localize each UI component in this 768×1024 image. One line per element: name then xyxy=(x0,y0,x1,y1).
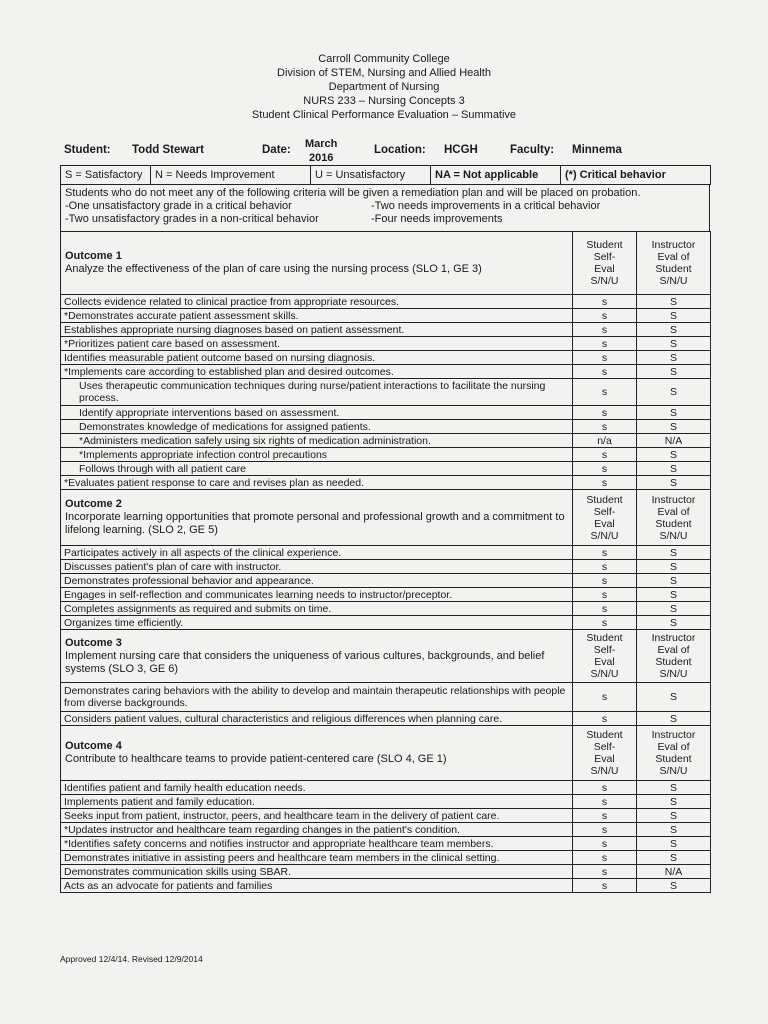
instructor-rating: S xyxy=(637,406,711,420)
instructor-rating: S xyxy=(637,379,711,406)
criterion-text: *Updates instructor and healthcare team regarding changes in the patient's condition. xyxy=(61,823,573,837)
criterion-row xyxy=(61,588,711,602)
criterion-row xyxy=(61,379,711,406)
student-self-rating: n/a xyxy=(573,434,637,448)
student-self-rating: s xyxy=(573,323,637,337)
instructor-rating: N/A xyxy=(637,865,711,879)
column-header-line: Eval xyxy=(594,517,615,530)
student-self-rating: s xyxy=(573,683,637,712)
criterion-row xyxy=(61,560,711,574)
instructor-rating: S xyxy=(637,809,711,823)
location-value: HCGH xyxy=(444,144,478,156)
criterion-row xyxy=(61,602,711,616)
column-header-line: S/N/U xyxy=(590,275,619,287)
instructor-rating: S xyxy=(637,448,711,462)
legend-unsatisfactory: U = Unsatisfactory xyxy=(311,166,431,185)
criterion-row xyxy=(61,476,711,490)
criterion-row xyxy=(61,823,711,837)
outcome-description: Implement nursing care that considers the uniqueness of various cultures, backgrounds, and belief systems (SLO 3, GE 6) xyxy=(65,649,545,675)
instructor-rating: S xyxy=(637,712,711,726)
college-name: Carroll Community College xyxy=(318,53,450,65)
form-name: Student Clinical Performance Evaluation – Summative xyxy=(251,109,517,121)
criterion-row xyxy=(61,683,711,712)
legend-satisfactory: S = Satisfactory xyxy=(61,166,151,185)
column-header-line: Eval of xyxy=(657,741,690,753)
column-header-line: S/N/U xyxy=(659,765,688,777)
notice-criterion: -One unsatisfactory grade in a critical behavior xyxy=(65,200,292,212)
instructor-eval-header xyxy=(637,490,711,546)
instructor-rating: S xyxy=(637,351,711,365)
notice-criterion: -Two unsatisfactory grades in a non-critical behavior xyxy=(65,213,319,225)
column-header-line: Student xyxy=(586,632,623,644)
student-self-eval-header xyxy=(573,490,637,546)
instructor-rating: S xyxy=(637,823,711,837)
instructor-rating: S xyxy=(637,616,711,630)
column-header-line: Instructor xyxy=(651,729,696,741)
student-self-rating: s xyxy=(573,365,637,379)
outcome-description: Analyze the effectiveness of the plan of care using the nursing process (SLO 1, GE 3) xyxy=(65,263,482,275)
column-header-line: Student xyxy=(586,493,623,506)
criterion-row xyxy=(61,337,711,351)
outcome-description: Contribute to healthcare teams to provide patient-centered care (SLO 4, GE 1) xyxy=(65,753,447,765)
outcome-title: Outcome 3 xyxy=(65,636,122,649)
column-header-line: S/N/U xyxy=(590,765,619,777)
instructor-rating: S xyxy=(637,602,711,616)
criterion-text: *Implements appropriate infection control precautions xyxy=(61,448,573,462)
column-header-line: Self- xyxy=(593,251,616,263)
criterion-row xyxy=(61,865,711,879)
criterion-text: Demonstrates caring behaviors with the ability to develop and maintain therapeutic relationships with people from diverse backgrounds. xyxy=(61,683,573,712)
criterion-row xyxy=(61,837,711,851)
student-self-rating: s xyxy=(573,574,637,588)
criterion-row xyxy=(61,781,711,795)
student-self-rating: s xyxy=(573,588,637,602)
student-self-rating: s xyxy=(573,546,637,560)
criterion-text: Implements patient and family education. xyxy=(61,795,573,809)
criterion-row xyxy=(61,616,711,630)
probation-notice xyxy=(60,185,710,231)
column-header-line: Self- xyxy=(593,505,616,518)
criterion-text: *Implements care according to established plan and desired outcomes. xyxy=(61,365,573,379)
outcome-title: Outcome 4 xyxy=(65,740,122,752)
student-self-rating: s xyxy=(573,309,637,323)
student-self-rating: s xyxy=(573,851,637,865)
instructor-rating: S xyxy=(637,879,711,893)
outcome-title-cell xyxy=(61,232,573,295)
column-header-line: Eval of xyxy=(657,644,690,656)
criterion-text: Demonstrates communication skills using SBAR. xyxy=(61,865,573,879)
criterion-text: Identifies measurable patient outcome based on nursing diagnosis. xyxy=(61,351,573,365)
document-title xyxy=(84,52,684,122)
department-name: Department of Nursing xyxy=(328,81,440,93)
criterion-row xyxy=(61,574,711,588)
column-header-line: Student xyxy=(655,656,692,668)
student-self-rating: s xyxy=(573,406,637,420)
column-header-line: Student xyxy=(586,239,623,251)
instructor-rating: S xyxy=(637,309,711,323)
column-header-line: Eval of xyxy=(657,505,690,518)
instructor-rating: S xyxy=(637,560,711,574)
criterion-row xyxy=(61,434,711,448)
criterion-row xyxy=(61,295,711,309)
column-header-line: S/N/U xyxy=(590,529,619,542)
outcome-title: Outcome 2 xyxy=(65,498,122,510)
criterion-text: Demonstrates knowledge of medications for assigned patients. xyxy=(61,420,573,434)
criterion-row xyxy=(61,406,711,420)
criterion-row xyxy=(61,323,711,337)
instructor-rating: S xyxy=(637,781,711,795)
student-self-rating: s xyxy=(573,420,637,434)
outcome-title-cell xyxy=(61,630,573,683)
criterion-text: Collects evidence related to clinical practice from appropriate resources. xyxy=(61,295,573,309)
instructor-rating: S xyxy=(637,462,711,476)
column-header-line: S/N/U xyxy=(659,275,688,287)
notice-criterion: -Four needs improvements xyxy=(371,213,503,225)
location-label: Location: xyxy=(374,144,426,156)
column-header-line: Instructor xyxy=(651,239,696,251)
student-self-eval-header xyxy=(573,726,637,781)
instructor-eval-header xyxy=(637,232,711,295)
instructor-rating: S xyxy=(637,574,711,588)
column-header-line: S/N/U xyxy=(659,529,688,542)
rating-legend xyxy=(60,165,711,185)
column-header-line: Self- xyxy=(593,741,616,753)
student-self-eval-header xyxy=(573,232,637,295)
criterion-text: *Identifies safety concerns and notifies instructor and appropriate healthcare team members. xyxy=(61,837,573,851)
criterion-text: Seeks input from patient, instructor, peers, and healthcare team in the delivery of patient care. xyxy=(61,809,573,823)
outcome-header-row xyxy=(61,726,711,781)
student-self-rating: s xyxy=(573,379,637,406)
outcome-header-row xyxy=(61,232,711,295)
faculty-value: Minnema xyxy=(572,144,622,156)
criterion-row xyxy=(61,351,711,365)
criterion-row xyxy=(61,712,711,726)
instructor-eval-header xyxy=(637,630,711,683)
evaluation-table xyxy=(60,231,711,893)
student-self-rating: s xyxy=(573,795,637,809)
instructor-rating: S xyxy=(637,323,711,337)
criterion-text: Demonstrates professional behavior and appearance. xyxy=(61,574,573,588)
criterion-row xyxy=(61,879,711,893)
criterion-text: Establishes appropriate nursing diagnoses based on patient assessment. xyxy=(61,323,573,337)
student-self-rating: s xyxy=(573,712,637,726)
criterion-text: Completes assignments as required and submits on time. xyxy=(61,602,573,616)
criterion-row xyxy=(61,851,711,865)
student-self-rating: s xyxy=(573,781,637,795)
column-header-line: Eval of xyxy=(657,251,690,263)
outcome-header-row xyxy=(61,630,711,683)
evaluation-header xyxy=(64,134,714,168)
date-label: Date: xyxy=(262,144,291,156)
criterion-text: Engages in self-reflection and communicates learning needs to instructor/preceptor. xyxy=(61,588,573,602)
instructor-rating: S xyxy=(637,837,711,851)
criterion-row xyxy=(61,546,711,560)
instructor-rating: S xyxy=(637,588,711,602)
criterion-text: Discusses patient's plan of care with instructor. xyxy=(61,560,573,574)
student-self-rating: s xyxy=(573,337,637,351)
student-self-rating: s xyxy=(573,448,637,462)
student-self-rating: s xyxy=(573,865,637,879)
student-self-rating: s xyxy=(573,476,637,490)
notice-criterion: -Two needs improvements in a critical behavior xyxy=(371,200,601,212)
column-header-line: Student xyxy=(655,263,692,275)
instructor-rating: S xyxy=(637,420,711,434)
student-self-rating: s xyxy=(573,560,637,574)
student-self-rating: s xyxy=(573,809,637,823)
instructor-rating: S xyxy=(637,337,711,351)
student-self-rating: s xyxy=(573,879,637,893)
column-header-line: Student xyxy=(586,729,623,741)
criterion-text: Identify appropriate interventions based on assessment. xyxy=(61,406,573,420)
notice-line: Students who do not meet any of the following criteria will be given a remediation plan and will be placed on probation. xyxy=(65,187,641,199)
criterion-text: Acts as an advocate for patients and families xyxy=(61,879,573,893)
column-header-line: Student xyxy=(655,753,692,765)
criterion-text: Participates actively in all aspects of the clinical experience. xyxy=(61,546,573,560)
instructor-rating: S xyxy=(637,851,711,865)
student-value: Todd Stewart xyxy=(132,144,204,156)
criterion-text: Uses therapeutic communication techniques during nurse/patient interactions to facilitate the nursing process. xyxy=(61,379,573,406)
student-self-rating: s xyxy=(573,295,637,309)
course-name: NURS 233 – Nursing Concepts 3 xyxy=(303,95,465,107)
approval-footer: Approved 12/4/14. Revised 12/9/2014 xyxy=(60,954,203,964)
legend-not-applicable: NA = Not applicable xyxy=(431,166,561,185)
legend-needs-improvement: N = Needs Improvement xyxy=(151,166,311,185)
column-header-line: Self- xyxy=(593,644,616,656)
outcome-title-cell xyxy=(61,726,573,781)
criterion-row xyxy=(61,365,711,379)
instructor-eval-header xyxy=(637,726,711,781)
column-header-line: S/N/U xyxy=(659,668,688,680)
criterion-text: Organizes time efficiently. xyxy=(61,616,573,630)
faculty-label: Faculty: xyxy=(510,144,555,156)
criterion-text: Demonstrates initiative in assisting peers and healthcare team members in the clinical setting. xyxy=(61,851,573,865)
criterion-row xyxy=(61,462,711,476)
outcome-title: Outcome 1 xyxy=(65,250,122,262)
legend-critical-behavior: (*) Critical behavior xyxy=(561,166,711,185)
instructor-rating: S xyxy=(637,795,711,809)
column-header-line: Student xyxy=(655,517,692,530)
student-self-rating: s xyxy=(573,823,637,837)
student-label: Student: xyxy=(64,144,111,156)
criterion-text: Follows through with all patient care xyxy=(61,462,573,476)
student-self-rating: s xyxy=(573,351,637,365)
student-self-rating: s xyxy=(573,462,637,476)
criterion-text: *Prioritizes patient care based on assessment. xyxy=(61,337,573,351)
instructor-rating: N/A xyxy=(637,434,711,448)
criterion-text: *Demonstrates accurate patient assessment skills. xyxy=(61,309,573,323)
instructor-rating: S xyxy=(637,295,711,309)
criterion-row xyxy=(61,448,711,462)
instructor-rating: S xyxy=(637,476,711,490)
criterion-row xyxy=(61,795,711,809)
outcome-title-cell xyxy=(61,490,573,546)
criterion-text: Considers patient values, cultural characteristics and religious differences when planning care. xyxy=(61,712,573,726)
outcome-header-row xyxy=(61,490,711,546)
column-header-line: Instructor xyxy=(651,632,696,644)
division-name: Division of STEM, Nursing and Allied Health xyxy=(277,67,491,79)
criterion-row xyxy=(61,809,711,823)
student-self-eval-header xyxy=(573,630,637,683)
column-header-line: Eval xyxy=(594,263,615,275)
criterion-row xyxy=(61,309,711,323)
criterion-text: *Administers medication safely using six rights of medication administration. xyxy=(61,434,573,448)
outcome-description: Incorporate learning opportunities that promote personal and professional growth and a commitment to lifelong learning. (SLO 2, GE 5) xyxy=(65,511,565,536)
criterion-row xyxy=(61,420,711,434)
column-header-line: Eval xyxy=(594,753,615,765)
criterion-text: *Evaluates patient response to care and revises plan as needed. xyxy=(61,476,573,490)
student-self-rating: s xyxy=(573,602,637,616)
date-value: March 2016 xyxy=(305,138,338,164)
column-header-line: S/N/U xyxy=(590,668,619,680)
instructor-rating: S xyxy=(637,365,711,379)
instructor-rating: S xyxy=(637,546,711,560)
student-self-rating: s xyxy=(573,616,637,630)
column-header-line: Instructor xyxy=(651,493,696,506)
criterion-text: Identifies patient and family health education needs. xyxy=(61,781,573,795)
student-self-rating: s xyxy=(573,837,637,851)
instructor-rating: S xyxy=(637,683,711,712)
column-header-line: Eval xyxy=(594,656,615,668)
